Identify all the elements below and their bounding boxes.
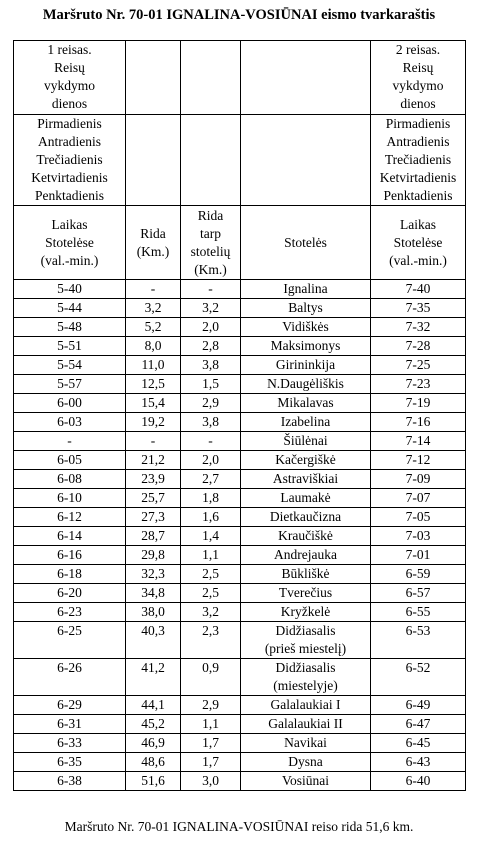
empty-cell	[126, 115, 181, 206]
cell-time-trip1: 5-48	[14, 318, 126, 337]
cell-distance: 41,2	[126, 659, 181, 696]
cell-stop-name: Šiūlėnai	[241, 432, 371, 451]
page-title: Maršruto Nr. 70-01 IGNALINA-VOSIŪNAI eismo tvarkaraštis	[42, 7, 436, 23]
cell-between-stops: 2,3	[181, 622, 241, 659]
cell-time-trip1: 6-20	[14, 584, 126, 603]
table-row	[14, 375, 466, 394]
cell-distance: 23,9	[126, 470, 181, 489]
cell-between-stops: 0,9	[181, 659, 241, 696]
table-row	[14, 772, 466, 791]
empty-cell	[126, 41, 181, 115]
cell-time-trip2: 7-28	[371, 337, 466, 356]
cell-distance: 19,2	[126, 413, 181, 432]
cell-distance: 29,8	[126, 546, 181, 565]
cell-time-trip2: 7-07	[371, 489, 466, 508]
table-row	[14, 659, 466, 696]
trip-days-row	[14, 115, 466, 206]
cell-distance: 12,5	[126, 375, 181, 394]
cell-stop-name: Ignalina	[241, 280, 371, 299]
cell-between-stops: 2,0	[181, 451, 241, 470]
cell-stop-name: Kačergiškė	[241, 451, 371, 470]
cell-distance: 38,0	[126, 603, 181, 622]
cell-time-trip1: 5-44	[14, 299, 126, 318]
cell-distance: 28,7	[126, 527, 181, 546]
cell-between-stops: 2,5	[181, 584, 241, 603]
table-row	[14, 603, 466, 622]
header-stop: Stotelės	[241, 206, 371, 280]
table-row	[14, 622, 466, 659]
cell-time-trip1: 5-40	[14, 280, 126, 299]
cell-distance: 15,4	[126, 394, 181, 413]
cell-between-stops: 2,0	[181, 318, 241, 337]
cell-stop-name: Astraviškiai	[241, 470, 371, 489]
cell-between-stops: 2,9	[181, 394, 241, 413]
table-row	[14, 734, 466, 753]
cell-stop-name: Dysna	[241, 753, 371, 772]
cell-distance: 21,2	[126, 451, 181, 470]
cell-time-trip1: 6-12	[14, 508, 126, 527]
header-between-stops: Rida tarp stotelių (Km.)	[181, 206, 241, 280]
cell-time-trip2: 7-32	[371, 318, 466, 337]
cell-distance: 32,3	[126, 565, 181, 584]
cell-stop-name: Girininkija	[241, 356, 371, 375]
cell-time-trip1: 5-57	[14, 375, 126, 394]
table-row	[14, 584, 466, 603]
cell-stop-name: Vosiūnai	[241, 772, 371, 791]
cell-time-trip2: 6-53	[371, 622, 466, 659]
cell-time-trip2: 6-45	[371, 734, 466, 753]
cell-stop-name: Andrejauka	[241, 546, 371, 565]
cell-time-trip2: 7-35	[371, 299, 466, 318]
cell-time-trip2: 7-12	[371, 451, 466, 470]
cell-time-trip2: 6-59	[371, 565, 466, 584]
cell-time-trip1: 6-00	[14, 394, 126, 413]
cell-between-stops: -	[181, 432, 241, 451]
table-row	[14, 565, 466, 584]
column-header-row	[14, 206, 466, 280]
cell-time-trip2: 7-03	[371, 527, 466, 546]
cell-stop-name: Galalaukiai I	[241, 696, 371, 715]
cell-time-trip2: 7-05	[371, 508, 466, 527]
empty-cell	[181, 115, 241, 206]
cell-time-trip2: 7-01	[371, 546, 466, 565]
table-row	[14, 337, 466, 356]
cell-time-trip1: 5-54	[14, 356, 126, 375]
cell-stop-name: Galalaukiai II	[241, 715, 371, 734]
cell-time-trip1: 6-31	[14, 715, 126, 734]
cell-stop-name: Maksimonys	[241, 337, 371, 356]
cell-between-stops: 2,8	[181, 337, 241, 356]
header-time-trip1: Laikas Stotelėse (val.-min.)	[14, 206, 126, 280]
cell-time-trip1: 6-23	[14, 603, 126, 622]
trip1-days: Pirmadienis Antradienis Trečiadienis Ketvirtadienis Penktadienis	[14, 115, 126, 206]
cell-time-trip1: 6-25	[14, 622, 126, 659]
cell-stop-name: Mikalavas	[241, 394, 371, 413]
cell-between-stops: 3,8	[181, 356, 241, 375]
table-row	[14, 696, 466, 715]
cell-time-trip2: 7-40	[371, 280, 466, 299]
cell-distance: 8,0	[126, 337, 181, 356]
cell-stop-name: Navikai	[241, 734, 371, 753]
cell-stop-name: Vidiškės	[241, 318, 371, 337]
cell-stop-name: Laumakė	[241, 489, 371, 508]
cell-stop-name: Dietkaučizna	[241, 508, 371, 527]
cell-time-trip2: 6-55	[371, 603, 466, 622]
cell-time-trip1: 6-18	[14, 565, 126, 584]
cell-time-trip1: 6-16	[14, 546, 126, 565]
cell-distance: 51,6	[126, 772, 181, 791]
cell-distance: 44,1	[126, 696, 181, 715]
cell-time-trip1: 6-10	[14, 489, 126, 508]
cell-time-trip2: 6-52	[371, 659, 466, 696]
cell-time-trip2: 7-09	[371, 470, 466, 489]
cell-between-stops: 1,7	[181, 753, 241, 772]
table-row	[14, 470, 466, 489]
cell-distance: 45,2	[126, 715, 181, 734]
cell-time-trip2: 6-49	[371, 696, 466, 715]
table-row	[14, 527, 466, 546]
cell-time-trip1: 6-05	[14, 451, 126, 470]
cell-time-trip1: 6-14	[14, 527, 126, 546]
cell-stop-name: Tverečius	[241, 584, 371, 603]
cell-distance: 46,9	[126, 734, 181, 753]
cell-between-stops: 3,2	[181, 299, 241, 318]
cell-between-stops: 1,1	[181, 715, 241, 734]
cell-stop-name: Didžiasalis (prieš miestelį)	[241, 622, 371, 659]
cell-time-trip2: 7-14	[371, 432, 466, 451]
cell-distance: 27,3	[126, 508, 181, 527]
table-row	[14, 489, 466, 508]
cell-time-trip1: -	[14, 432, 126, 451]
table-row	[14, 280, 466, 299]
cell-time-trip1: 6-03	[14, 413, 126, 432]
cell-stop-name: Didžiasalis (miestelyje)	[241, 659, 371, 696]
cell-distance: 3,2	[126, 299, 181, 318]
cell-stop-name: Kryžkelė	[241, 603, 371, 622]
empty-cell	[241, 41, 371, 115]
cell-between-stops: 2,7	[181, 470, 241, 489]
empty-cell	[241, 115, 371, 206]
table-row	[14, 715, 466, 734]
route-distance-note: Maršruto Nr. 70-01 IGNALINA-VOSIŪNAI reiso rida 51,6 km.	[64, 819, 414, 834]
trip1-label: 1 reisas. Reisų vykdymo dienos	[14, 41, 126, 115]
cell-between-stops: 1,8	[181, 489, 241, 508]
cell-stop-name: Izabelina	[241, 413, 371, 432]
cell-stop-name: Būkliškė	[241, 565, 371, 584]
cell-stop-name: Baltys	[241, 299, 371, 318]
cell-distance: 40,3	[126, 622, 181, 659]
table-row	[14, 508, 466, 527]
cell-time-trip2: 6-43	[371, 753, 466, 772]
cell-time-trip1: 6-35	[14, 753, 126, 772]
cell-time-trip1: 5-51	[14, 337, 126, 356]
header-distance: Rida (Km.)	[126, 206, 181, 280]
cell-distance: 25,7	[126, 489, 181, 508]
trip-label-row	[14, 41, 466, 115]
cell-between-stops: 1,5	[181, 375, 241, 394]
cell-time-trip1: 6-29	[14, 696, 126, 715]
table-row	[14, 394, 466, 413]
table-row	[14, 299, 466, 318]
cell-time-trip2: 6-40	[371, 772, 466, 791]
cell-time-trip2: 6-47	[371, 715, 466, 734]
cell-time-trip1: 6-33	[14, 734, 126, 753]
cell-time-trip1: 6-08	[14, 470, 126, 489]
cell-time-trip1: 6-26	[14, 659, 126, 696]
table-row	[14, 356, 466, 375]
cell-distance: 34,8	[126, 584, 181, 603]
trip2-days: Pirmadienis Antradienis Trečiadienis Ketvirtadienis Penktadienis	[371, 115, 466, 206]
cell-time-trip2: 7-16	[371, 413, 466, 432]
cell-between-stops: 1,4	[181, 527, 241, 546]
cell-time-trip2: 7-19	[371, 394, 466, 413]
cell-between-stops: 1,6	[181, 508, 241, 527]
trip2-label: 2 reisas. Reisų vykdymo dienos	[371, 41, 466, 115]
cell-stop-name: N.Daugėliškis	[241, 375, 371, 394]
cell-distance: 11,0	[126, 356, 181, 375]
table-row	[14, 451, 466, 470]
empty-cell	[181, 41, 241, 115]
cell-distance: -	[126, 432, 181, 451]
cell-stop-name: Kraučiškė	[241, 527, 371, 546]
table-row	[14, 546, 466, 565]
schedule-table	[13, 40, 466, 791]
cell-time-trip1: 6-38	[14, 772, 126, 791]
cell-between-stops: 3,2	[181, 603, 241, 622]
cell-between-stops: 1,1	[181, 546, 241, 565]
cell-distance: 5,2	[126, 318, 181, 337]
cell-time-trip2: 6-57	[371, 584, 466, 603]
table-row	[14, 413, 466, 432]
cell-between-stops: 3,0	[181, 772, 241, 791]
cell-between-stops: 2,5	[181, 565, 241, 584]
cell-distance: 48,6	[126, 753, 181, 772]
cell-between-stops: 2,9	[181, 696, 241, 715]
schedule-rows	[14, 280, 466, 791]
table-row	[14, 753, 466, 772]
cell-time-trip2: 7-25	[371, 356, 466, 375]
header-time-trip2: Laikas Stotelėse (val.-min.)	[371, 206, 466, 280]
cell-between-stops: -	[181, 280, 241, 299]
cell-between-stops: 1,7	[181, 734, 241, 753]
table-row	[14, 432, 466, 451]
cell-time-trip2: 7-23	[371, 375, 466, 394]
table-row	[14, 318, 466, 337]
cell-distance: -	[126, 280, 181, 299]
cell-between-stops: 3,8	[181, 413, 241, 432]
